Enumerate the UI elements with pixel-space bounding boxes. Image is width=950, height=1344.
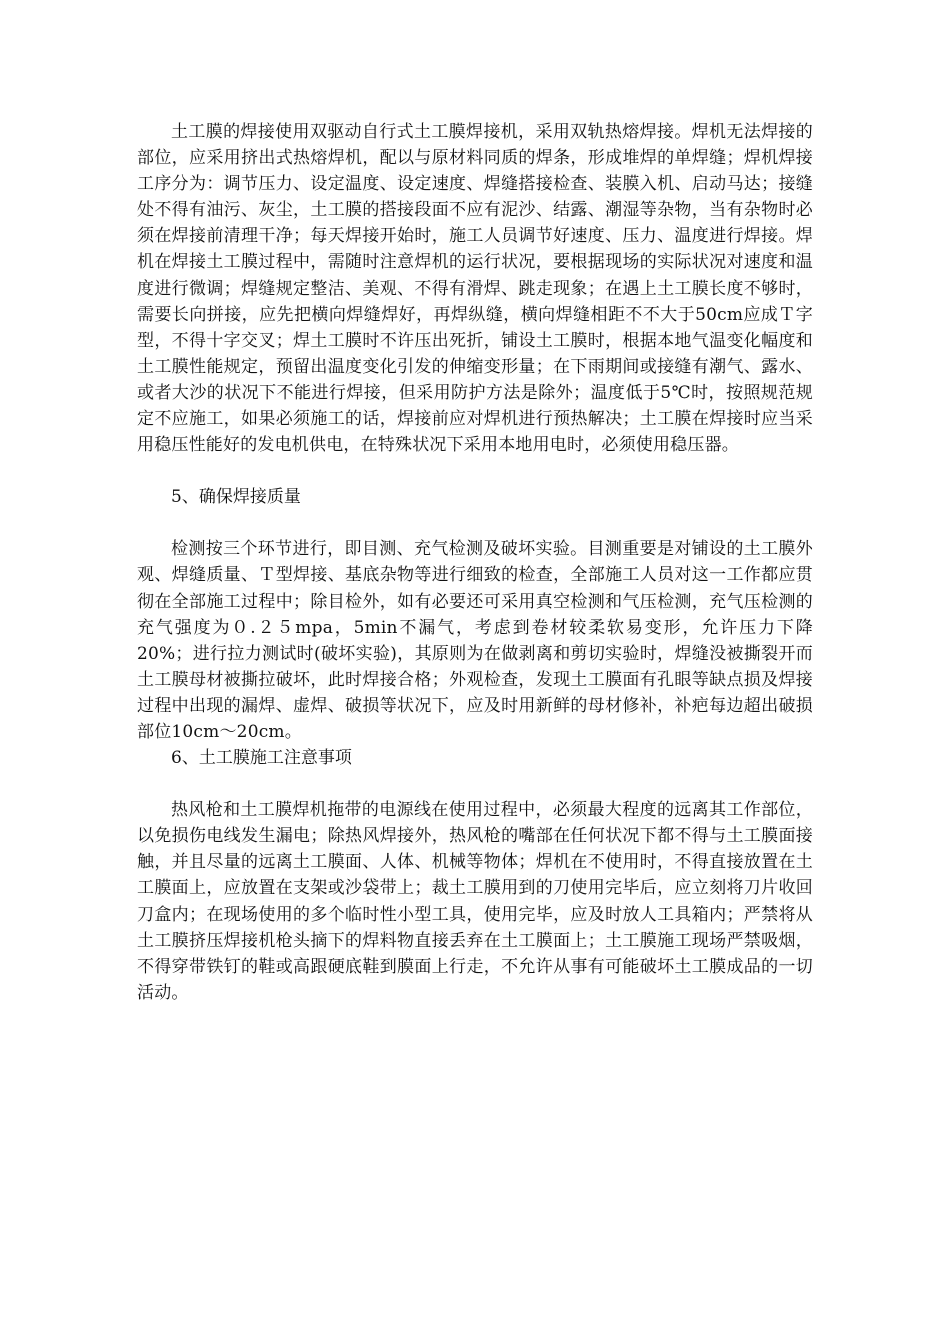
document-body	[137, 119, 813, 1006]
spacer	[137, 458, 813, 484]
spacer	[137, 771, 813, 797]
section-heading-6: 6、土工膜施工注意事项	[171, 748, 352, 769]
paragraph-welding-process: 土工膜的焊接使用双驱动自行式土工膜焊接机，采用双轨热熔焊接。焊机无法焊接的部位，应采用挤出式热熔焊机，配以与原材料同质的焊条，形成堆焊的单焊缝；焊机焊接工序分为：调节压力、设定温度、设定速度、焊缝搭接检查、装膜入机、启动马达；接缝处不得有油污、灰尘，土工膜的搭接段面不应有泥沙、结露、潮湿等杂物，当有杂物时必须在焊接前清理干净；每天焊接开始时，施工人员调节好速度、压力、温度进行焊接。焊机在焊接土工膜过程中，需随时注意焊机的运行状况，要根据现场的实际状况对速度和温度进行微调；焊缝规定整洁、美观、不得有滑焊、跳走现象；在遇上土工膜长度不够时，需要长向拼接，应先把横向焊缝焊好，再焊纵缝，横向焊缝相距不不大于50cm应成Ｔ字型，不得十字交叉；焊土工膜时不许压出死折，铺设土工膜时，根据本地气温变化幅度和土工膜性能规定，预留出温度变化引发的伸缩变形量；在下雨期间或接缝有潮气、露水、或者大沙的状况下不能进行焊接，但采用防护方法是除外；温度低于5℃时，按照规范规定不应施工，如果必须施工的话，焊接前应对焊机进行预热解决；土工膜在焊接时应当采用稳压性能好的发电机供电，在特殊状况下采用本地用电时，必须使用稳压器。	[137, 122, 813, 456]
section-heading-5: 5、确保焊接质量	[171, 487, 301, 508]
paragraph-precautions: 热风枪和土工膜焊机拖带的电源线在使用过程中，必须最大程度的远离其工作部位，以免损伤电线发生漏电；除热风焊接外，热风枪的嘴部在任何状况下都不得与土工膜面接触，并且尽量的远离土工膜面、人体、机械等物体；焊机在不使用时，不得直接放置在土工膜面上，应放置在支架或沙袋带上；裁土工膜用到的刀使用完毕后，应立刻将刀片收回刀盒内；在现场使用的多个临时性小型工具，使用完毕，应及时放人工具箱内；严禁将从土工膜挤压焊接机枪头摘下的焊料物直接丢弃在土工膜面上；土工膜施工现场严禁吸烟，不得穿带铁钉的鞋或高跟硬底鞋到膜面上行走，不允许从事有可能破坏土工膜成品的一切活动。	[137, 800, 813, 1003]
paragraph-inspection: 检测按三个环节进行，即目测、充气检测及破坏实验。目测重要是对铺设的土工膜外观、焊缝质量、Ｔ型焊接、基底杂物等进行细致的检查，全部施工人员对这一工作都应贯彻在全部施工过程中；除目检外，如有必要还可采用真空检测和气压检测，充气压检测的充气强度为０.２５mpa，5min不漏气，考虑到卷材较柔软易变形，允许压力下降20%；进行拉力测试时(破坏实验)，其原则为在做剥离和剪切实验时，焊缝没被撕裂开而土工膜母材被撕拉破坏，此时焊接合格；外观检查，发现土工膜面有孔眼等缺点损及焊接过程中出现的漏焊、虚焊、破损等状况下，应及时用新鲜的母材修补，补疤每边超出破损部位10cm～20cm。	[137, 539, 813, 742]
spacer	[137, 510, 813, 536]
